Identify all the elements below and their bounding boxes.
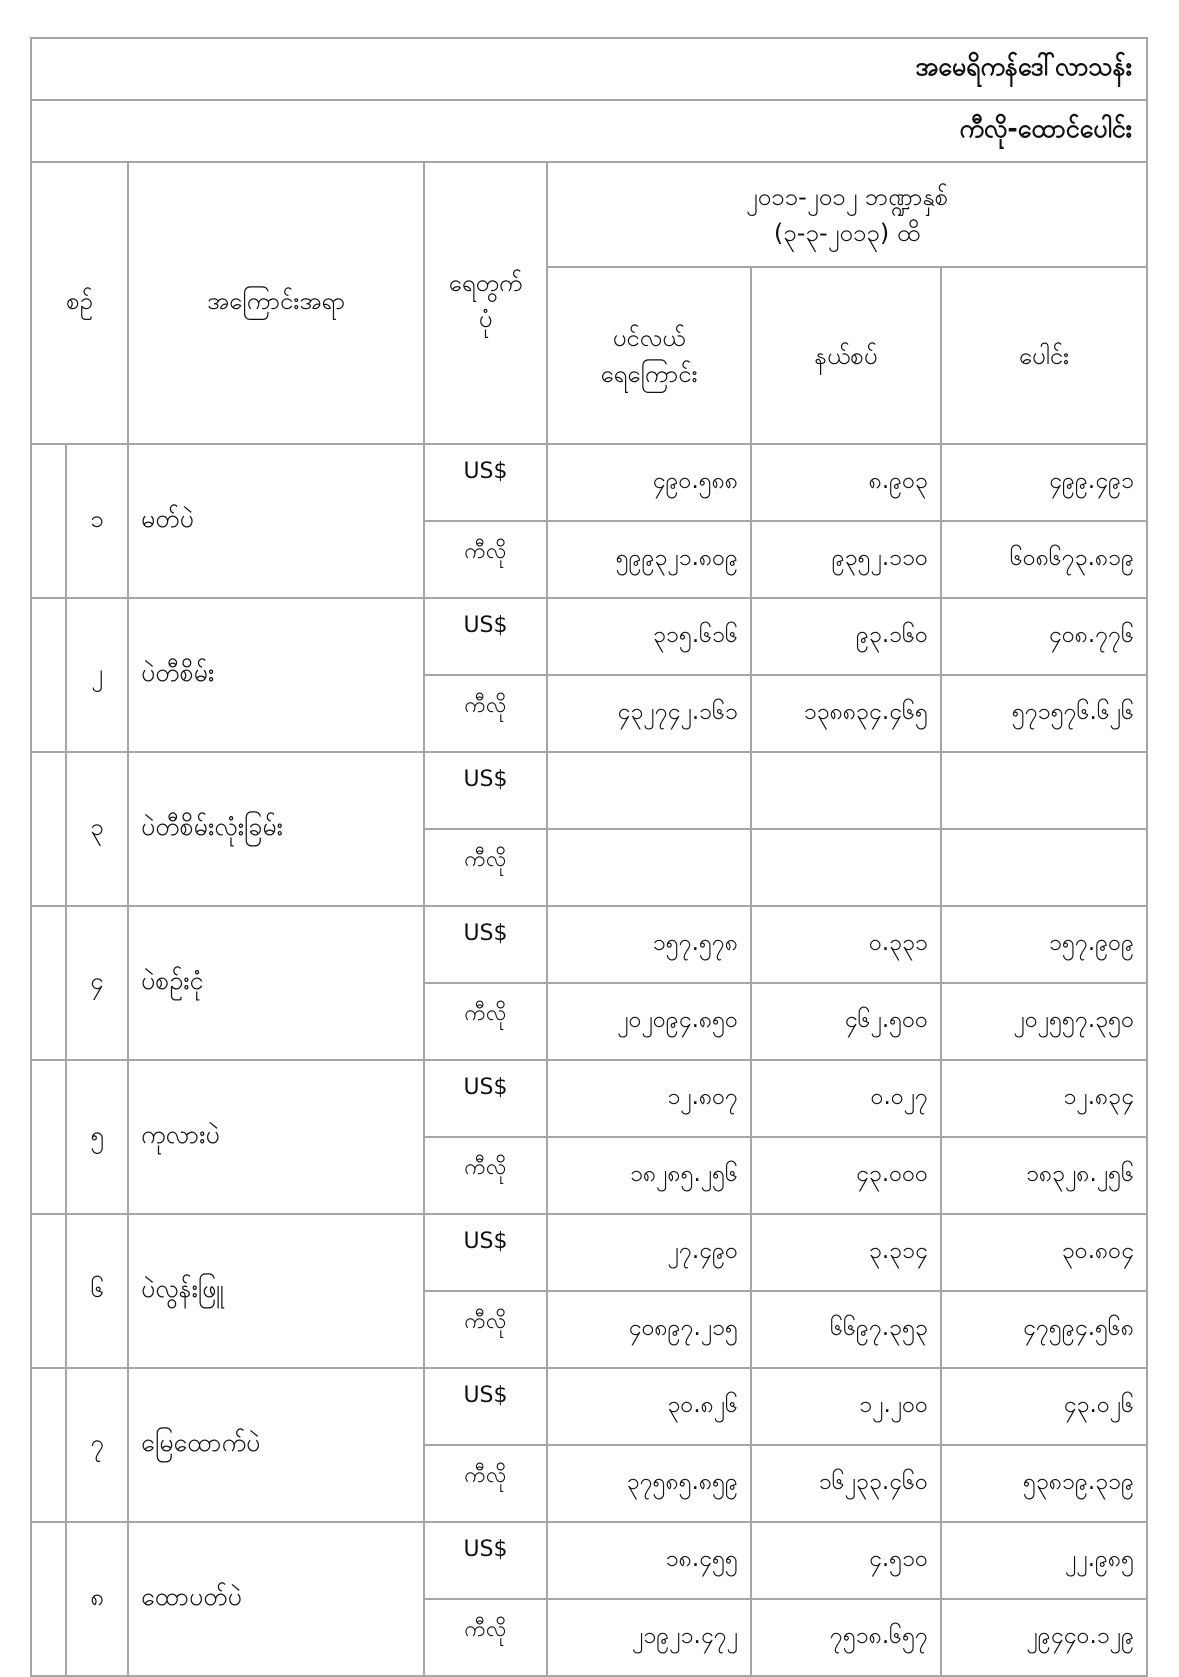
column-header-unit-line1: ရေတွက် bbox=[448, 269, 523, 297]
unit-kilo: ကီလို bbox=[424, 1291, 547, 1368]
value-total-kilo: ၁၈၃၂၈.၂၅၆ bbox=[941, 1137, 1147, 1214]
column-header-unit-line2: ပုံ bbox=[478, 305, 493, 333]
value-border-kilo: ၄၃.၀၀၀ bbox=[751, 1137, 941, 1214]
value-total-kilo bbox=[941, 829, 1147, 906]
value-border-kilo: ၄၆၂.၅၀၀ bbox=[751, 983, 941, 1060]
value-sea-kilo: ၁၈၂၈၅.၂၅၆ bbox=[547, 1137, 751, 1214]
value-border-kilo: ၁၃၈၈၃၄.၄၆၅ bbox=[751, 675, 941, 752]
value-border-usd: ၁၂.၂၀၀ bbox=[751, 1368, 941, 1445]
unit-usd: US$ bbox=[424, 598, 547, 675]
row-number: ၁ bbox=[66, 444, 128, 598]
value-sea-usd bbox=[547, 752, 751, 829]
value-border-kilo: ၇၅၁၈.၆၅၇ bbox=[751, 1599, 941, 1676]
row-gutter bbox=[31, 1522, 66, 1676]
unit-usd: US$ bbox=[424, 444, 547, 521]
row-number: ၅ bbox=[66, 1060, 128, 1214]
unit-kilo: ကီလို bbox=[424, 1599, 547, 1676]
row-gutter bbox=[31, 598, 66, 752]
value-sea-usd: ၁၈.၄၅၅ bbox=[547, 1522, 751, 1599]
column-header-period-line1: ၂၀၁၁-၂၀၁၂ ဘဏ္ဍာနှစ် bbox=[745, 182, 949, 211]
header-unit: ကီလို-ထောင်ပေါင်း bbox=[31, 100, 1147, 162]
value-total-usd bbox=[941, 752, 1147, 829]
value-border-kilo: ၉၃၅၂.၁၁၀ bbox=[751, 521, 941, 598]
row-gutter bbox=[31, 1368, 66, 1522]
table-row bbox=[31, 1214, 1147, 1291]
unit-usd: US$ bbox=[424, 906, 547, 983]
row-gutter bbox=[31, 1214, 66, 1368]
value-border-usd: ၀.၀၂၇ bbox=[751, 1060, 941, 1137]
value-total-usd: ၄၀၈.၇၇၆ bbox=[941, 598, 1147, 675]
value-sea-usd: ၃၀.၈၂၆ bbox=[547, 1368, 751, 1445]
value-total-usd: ၄၃.၀၂၆ bbox=[941, 1368, 1147, 1445]
row-number: ၆ bbox=[66, 1214, 128, 1368]
unit-kilo: ကီလို bbox=[424, 1137, 547, 1214]
value-sea-usd: ၂၇.၄၉၀ bbox=[547, 1214, 751, 1291]
value-border-kilo: ၁၆၂၃၃.၄၆၀ bbox=[751, 1445, 941, 1522]
unit-kilo: ကီလို bbox=[424, 675, 547, 752]
value-total-kilo: ၂၉၄၄၀.၁၂၉ bbox=[941, 1599, 1147, 1676]
row-item: ထောပတ်ပဲ bbox=[128, 1522, 424, 1676]
value-sea-kilo: ၅၉၉၃၂၁.၈၀၉ bbox=[547, 521, 751, 598]
column-header-sea-line1: ပင်လယ် bbox=[612, 323, 686, 352]
value-sea-usd: ၃၁၅.၆၁၆ bbox=[547, 598, 751, 675]
row-item: ကုလားပဲ bbox=[128, 1060, 424, 1214]
value-sea-kilo bbox=[547, 829, 751, 906]
value-total-usd: ၁၂.၈၃၄ bbox=[941, 1060, 1147, 1137]
row-gutter bbox=[31, 1060, 66, 1214]
value-sea-kilo: ၂၀၂၀၉၄.၈၅၀ bbox=[547, 983, 751, 1060]
table-row bbox=[31, 906, 1147, 983]
value-border-usd: ၃.၃၁၄ bbox=[751, 1214, 941, 1291]
row-item: ပဲလွန်းဖြူ bbox=[128, 1214, 424, 1368]
row-gutter bbox=[31, 906, 66, 1060]
unit-usd: US$ bbox=[424, 1368, 547, 1445]
table-row bbox=[31, 444, 1147, 521]
unit-kilo: ကီလို bbox=[424, 1445, 547, 1522]
column-header-unit bbox=[424, 162, 547, 444]
value-total-usd: ၄၉၉.၄၉၁ bbox=[941, 444, 1147, 521]
unit-kilo: ကီလို bbox=[424, 983, 547, 1060]
table-row bbox=[31, 598, 1147, 675]
value-border-kilo: ၆၆၉၇.၃၅၃ bbox=[751, 1291, 941, 1368]
value-total-usd: ၁၅၇.၉၀၉ bbox=[941, 906, 1147, 983]
value-border-usd: ၈.၉၀၃ bbox=[751, 444, 941, 521]
value-sea-kilo: ၄၃၂၇၄၂.၁၆၁ bbox=[547, 675, 751, 752]
row-number: ၈ bbox=[66, 1522, 128, 1676]
value-border-kilo bbox=[751, 829, 941, 906]
row-item: မတ်ပဲ bbox=[128, 444, 424, 598]
table-row bbox=[31, 1522, 1147, 1599]
unit-kilo: ကီလို bbox=[424, 829, 547, 906]
value-total-kilo: ၅၃၈၁၉.၃၁၉ bbox=[941, 1445, 1147, 1522]
value-sea-usd: ၁၂.၈၀၇ bbox=[547, 1060, 751, 1137]
row-gutter bbox=[31, 444, 66, 598]
row-item: ပဲစဉ်းငုံ bbox=[128, 906, 424, 1060]
value-total-kilo: ၂၀၂၅၅၇.၃၅၀ bbox=[941, 983, 1147, 1060]
row-number: ၇ bbox=[66, 1368, 128, 1522]
value-total-usd: ၃၀.၈၀၄ bbox=[941, 1214, 1147, 1291]
column-header-sn: စဉ် bbox=[31, 162, 128, 444]
value-total-kilo: ၆၀၈၆၇၃.၈၁၉ bbox=[941, 521, 1147, 598]
value-sea-usd: ၁၅၇.၅၇၈ bbox=[547, 906, 751, 983]
value-sea-kilo: ၂၁၉၂၁.၄၇၂ bbox=[547, 1599, 751, 1676]
value-border-usd: ၉၃.၁၆၀ bbox=[751, 598, 941, 675]
column-header-border: နယ်စပ် bbox=[751, 267, 941, 444]
row-number: ၃ bbox=[66, 752, 128, 906]
row-number: ၄ bbox=[66, 906, 128, 1060]
unit-usd: US$ bbox=[424, 1522, 547, 1599]
table-row bbox=[31, 1368, 1147, 1445]
value-total-kilo: ၅၇၁၅၇၆.၆၂၆ bbox=[941, 675, 1147, 752]
unit-kilo: ကီလို bbox=[424, 521, 547, 598]
value-total-usd: ၂၂.၉၈၅ bbox=[941, 1522, 1147, 1599]
column-header-period bbox=[547, 162, 1147, 267]
value-border-usd: ၄.၅၁၀ bbox=[751, 1522, 941, 1599]
row-gutter bbox=[31, 752, 66, 906]
value-sea-kilo: ၃၇၅၈၅.၈၅၉ bbox=[547, 1445, 751, 1522]
column-header-item: အကြောင်းအရာ bbox=[128, 162, 424, 444]
value-sea-kilo: ၄၀၈၉၇.၂၁၅ bbox=[547, 1291, 751, 1368]
column-header-total: ပေါင်း bbox=[941, 267, 1147, 444]
column-header-sea-line2: ရေကြောင်း bbox=[600, 359, 698, 388]
unit-usd: US$ bbox=[424, 1214, 547, 1291]
row-number: ၂ bbox=[66, 598, 128, 752]
header-title: အမေရိကန်ဒေါ်လာသန်း bbox=[31, 38, 1147, 100]
value-sea-usd: ၄၉၀.၅၈၈ bbox=[547, 444, 751, 521]
value-border-usd bbox=[751, 752, 941, 829]
unit-usd: US$ bbox=[424, 1060, 547, 1137]
column-header-sea bbox=[547, 267, 751, 444]
row-item: မြေထောက်ပဲ bbox=[128, 1368, 424, 1522]
commodity-table bbox=[30, 37, 1148, 1677]
row-item: ပဲတီစိမ်း bbox=[128, 598, 424, 752]
value-border-usd: ၀.၃၃၁ bbox=[751, 906, 941, 983]
table-row bbox=[31, 1060, 1147, 1137]
table-row bbox=[31, 752, 1147, 829]
column-header-period-line2: (၃-၃-၂၀၁၃) ထိ bbox=[773, 218, 921, 247]
row-item: ပဲတီစိမ်းလုံးခြမ်း bbox=[128, 752, 424, 906]
value-total-kilo: ၄၇၅၉၄.၅၆၈ bbox=[941, 1291, 1147, 1368]
unit-usd: US$ bbox=[424, 752, 547, 829]
